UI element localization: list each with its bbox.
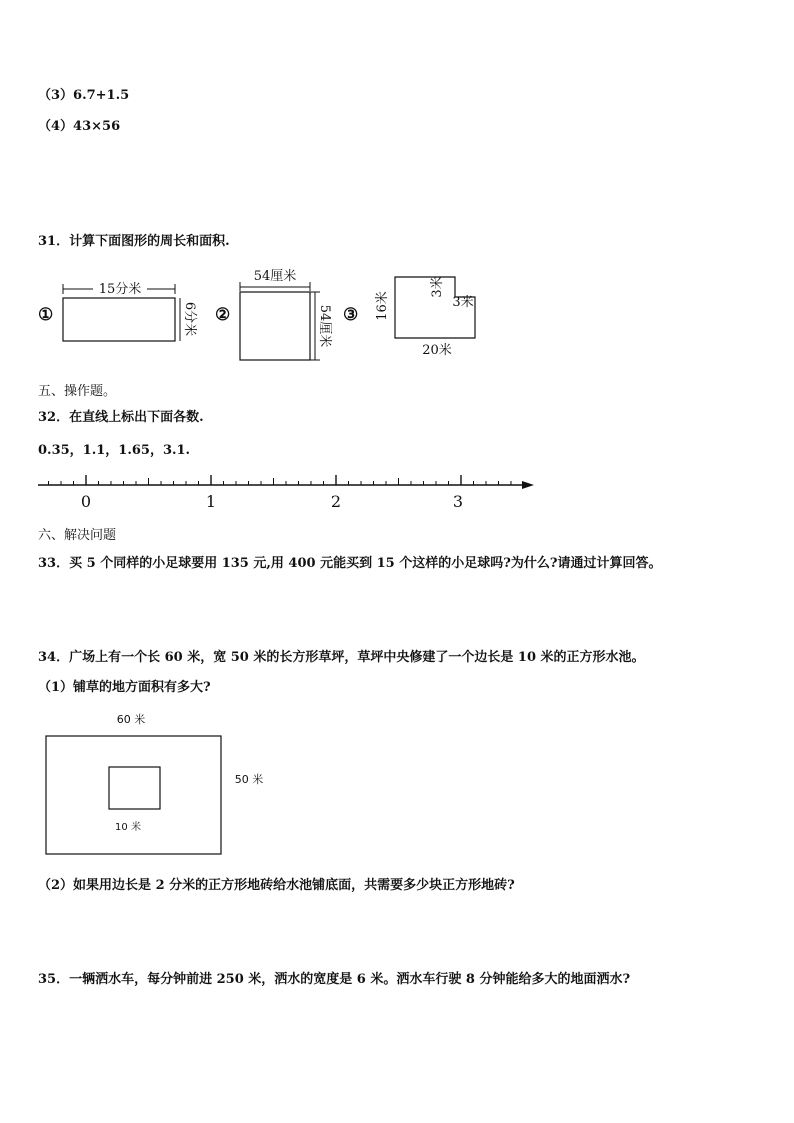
number-line-arrow	[522, 481, 534, 489]
q35-text: 35．一辆洒水车，每分钟前进 250 米，洒水的宽度是 6 米。洒水车行驶 8 分钟能给多大的地面洒水?	[38, 972, 631, 987]
fig2-width-label: 54厘米	[253, 269, 297, 284]
fig1-rectangle	[63, 298, 175, 341]
number-line-label: 1	[205, 492, 217, 511]
pool-square	[109, 767, 160, 809]
fig3-number: ③	[343, 305, 359, 325]
fig3-notch-h-label: 3米	[452, 295, 474, 310]
q34-sub2: （2）如果用边长是 2 分米的正方形地砖给水池铺底面，共需要多少块正方形地砖?	[38, 878, 515, 893]
q31-figures	[0, 262, 794, 382]
q30-item-3	[38, 84, 129, 103]
number-line-label: 2	[330, 492, 342, 511]
fig1-number: ①	[38, 305, 54, 325]
q32-text: 32．在直线上标出下面各数.	[38, 410, 204, 425]
section5-heading: 五、操作题。	[38, 384, 117, 399]
number-line	[0, 465, 794, 515]
q34-length-label: 60 米	[116, 713, 146, 726]
lawn-rectangle	[46, 736, 221, 854]
q30-item-3-expr: 6.7+1.5	[73, 88, 130, 103]
fig2-height-label: 54厘米	[317, 304, 332, 348]
fig1-width-label: 15分米	[98, 282, 142, 297]
fig2-number: ②	[215, 305, 231, 325]
q34-pool-label: 10 米	[115, 822, 141, 833]
q32-numbers: 0.35，1.1，1.65，3.1.	[38, 443, 191, 458]
number-line-label: 0	[80, 492, 92, 511]
number-line-label: 3	[452, 492, 464, 511]
q30-item-4-label: （4）	[38, 119, 74, 134]
q33-text: 33．买 5 个同样的小足球要用 135 元,用 400 元能买到 15 个这样的小足球吗?为什么?请通过计算回答。	[38, 556, 662, 571]
q34-text: 34．广场上有一个长 60 米，宽 50 米的长方形草坪，草坪中央修建了一个边长是 10 米的正方形水池。	[38, 650, 645, 665]
q34-width-label: 50 米	[234, 773, 264, 786]
fig2-square	[240, 292, 310, 360]
q34-sub1: （1）铺草的地方面积有多大?	[38, 680, 211, 695]
section6-heading: 六、解决问题	[38, 528, 117, 543]
fig3-width-label: 20米	[422, 343, 452, 358]
fig3-notch-v-label: 3米	[430, 276, 445, 298]
q30-item-3-label: （3）	[38, 88, 74, 103]
q30-item-4-expr: 43×56	[73, 119, 121, 134]
q34-figure	[0, 708, 794, 858]
q30-item-4	[38, 115, 120, 134]
fig3-height-label: 16米	[375, 291, 390, 321]
fig1-height-label: 6分米	[182, 301, 197, 337]
q31-text: 31．计算下面图形的周长和面积.	[38, 234, 230, 249]
